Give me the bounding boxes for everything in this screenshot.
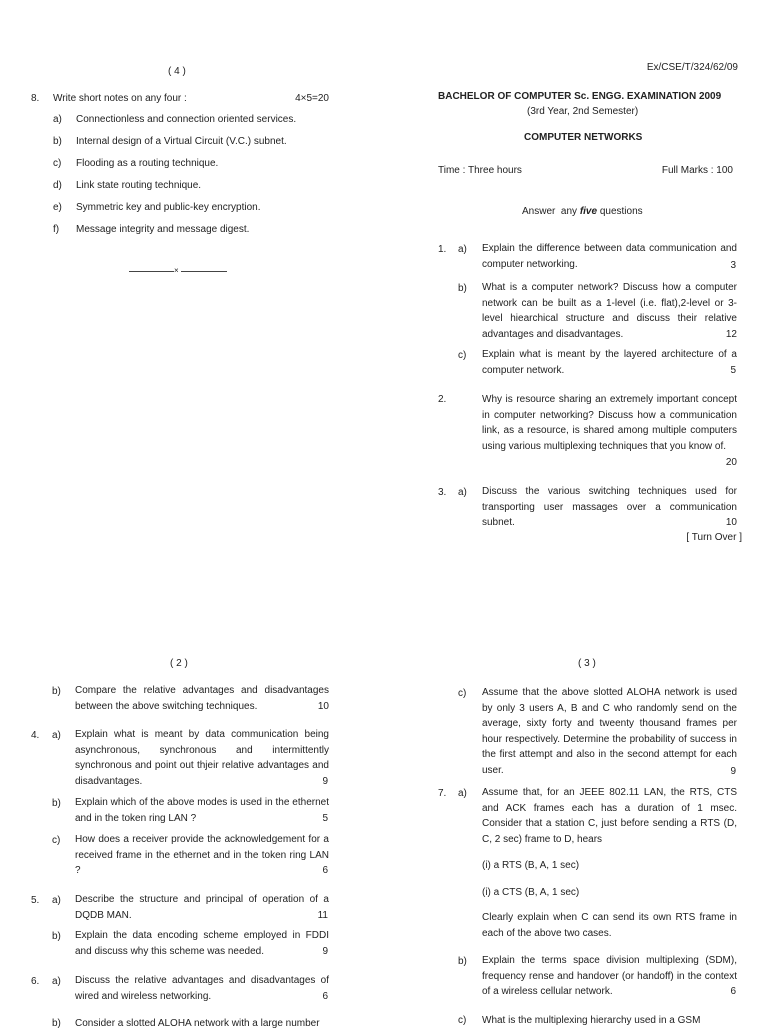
part-text: What is the multiplexing hierarchy used in a GSM bbox=[482, 1015, 701, 1026]
part-body: Explain what is meant by the layered architecture of a computer network. bbox=[482, 349, 737, 376]
question-text: Write short notes on any four : bbox=[53, 93, 187, 104]
part-label: a) bbox=[52, 976, 61, 987]
item-label: e) bbox=[53, 202, 62, 213]
part-marks: 11 bbox=[317, 910, 328, 921]
part-marks: 10 bbox=[725, 517, 737, 528]
part-marks: 6 bbox=[730, 986, 736, 997]
item-text: Internal design of a Virtual Circuit (V.C.) subnet. bbox=[76, 136, 287, 147]
part-label: c) bbox=[52, 835, 61, 846]
page-number: ( 3 ) bbox=[578, 658, 596, 669]
part-body: Explain which of the above modes is used in the ethernet and in the token ring LAN ? bbox=[75, 797, 329, 824]
question-number: 7. bbox=[438, 788, 447, 799]
sub-item: (i) a CTS (B, A, 1 sec) bbox=[482, 887, 580, 898]
part-text bbox=[482, 953, 737, 1000]
instructions bbox=[522, 205, 643, 218]
part-body: Describe the structure and principal of operation of a DQDB MAN. bbox=[75, 894, 329, 921]
part-text bbox=[482, 280, 737, 342]
part-marks: 10 bbox=[317, 701, 329, 712]
question-number: 2. bbox=[438, 394, 447, 405]
instruction-text: Answer any bbox=[522, 206, 580, 217]
instruction-emphasis: five bbox=[579, 206, 598, 217]
part-label: a) bbox=[52, 730, 61, 741]
part-text bbox=[482, 785, 737, 847]
part-marks: 5 bbox=[730, 365, 736, 376]
question-number: 4. bbox=[31, 730, 40, 741]
part-label: c) bbox=[458, 688, 467, 699]
part-text bbox=[75, 832, 329, 879]
part-body: Discuss the various switching techniques used for transporting user massages over a communication subnet. bbox=[482, 486, 737, 529]
part-marks: 5 bbox=[322, 813, 328, 824]
part-text: Consider a slotted ALOHA network with a large number bbox=[75, 1018, 320, 1029]
turn-over-note: [ Turn Over ] bbox=[686, 532, 742, 543]
question-marks: 4×5=20 bbox=[295, 93, 329, 104]
end-rule-right bbox=[181, 271, 227, 272]
question-body: Why is resource sharing an extremely important concept in computer networking? Discuss how a communication link, as a resource, is shared among multiple computers using various multiplexing techniques that you know of. bbox=[482, 394, 737, 452]
question-number: 5. bbox=[31, 895, 40, 906]
part-label: a) bbox=[458, 487, 467, 498]
item-label: c) bbox=[53, 158, 62, 169]
item-text: Flooding as a routing technique. bbox=[76, 158, 219, 169]
part-body: How does a receiver provide the acknowledgement for a received frame in the ethernet and in the token ring LAN ? bbox=[75, 834, 329, 877]
part-body: Assume that, for an JEEE 802.11 LAN, the RTS, CTS and ACK frames each has a duration of 1 msec. Consider that a station C, just before sending a RTS (D, C, 2 sec) frame to D, hears bbox=[482, 787, 737, 845]
part-text bbox=[75, 727, 329, 789]
part-marks: 3 bbox=[730, 260, 736, 271]
part-label: b) bbox=[52, 931, 61, 942]
part-body: Explain the terms space division multiplexing (SDM), frequency rense and handover (or handoff) in the context of a wireless cellular network. bbox=[482, 955, 737, 998]
part-body: Explain what is meant by data communication being asynchronous, synchronous and intermittently synchronous and point out thjeir relative advantages and disadvantages. bbox=[75, 729, 329, 787]
part-label: b) bbox=[52, 686, 61, 697]
part-marks: 9 bbox=[322, 946, 328, 957]
part-label: a) bbox=[458, 244, 467, 255]
part-marks: 6 bbox=[322, 865, 328, 876]
part-text bbox=[482, 241, 737, 272]
item-text: Symmetric key and public-key encryption. bbox=[76, 202, 261, 213]
part-text bbox=[482, 910, 737, 941]
part-label: b) bbox=[458, 956, 467, 967]
part-body: Clearly explain when C can send its own RTS frame in each of the above two cases. bbox=[482, 912, 737, 939]
page-number: ( 2 ) bbox=[170, 658, 188, 669]
question-marks: 20 bbox=[725, 457, 737, 468]
item-text: Link state routing technique. bbox=[76, 180, 202, 191]
part-body: What is a computer network? Discuss how a computer network can be built as a 1-level (i.e. flat),2-level or 3-level hiearchical structure and discuss their relative advantages and disadvantages. bbox=[482, 282, 737, 340]
item-label: d) bbox=[53, 180, 62, 191]
full-marks: Full Marks : 100 bbox=[661, 165, 733, 176]
item-label: b) bbox=[53, 136, 62, 147]
part-marks: 6 bbox=[322, 991, 328, 1002]
sub-item: (i) a RTS (B, A, 1 sec) bbox=[482, 860, 580, 871]
part-text bbox=[75, 683, 329, 714]
part-body: Discuss the relative advantages and disadvantages of wired and wireless networking. bbox=[75, 975, 329, 1002]
part-body: Explain the difference between data communication and computer networking. bbox=[482, 243, 737, 270]
exam-subtitle: (3rd Year, 2nd Semester) bbox=[527, 106, 639, 117]
part-text bbox=[482, 685, 737, 779]
subject-title: COMPUTER NETWORKS bbox=[524, 132, 643, 143]
part-label: b) bbox=[52, 798, 61, 809]
item-label: f) bbox=[53, 224, 60, 235]
time-allowed: Time : Three hours bbox=[438, 165, 522, 176]
part-label: b) bbox=[52, 1018, 61, 1029]
part-label: a) bbox=[458, 788, 467, 799]
end-mark: × bbox=[174, 266, 179, 275]
paper-code: Ex/CSE/T/324/62/09 bbox=[646, 62, 738, 73]
part-body: Assume that the above slotted ALOHA network is used by only 3 users A, B and C who randomly send on the average, sixty forty and tweenty thousand frames per hour respectively. Determine the probability of success in the first attempt and also in the second attempt for each user. bbox=[482, 687, 737, 776]
question-number: 6. bbox=[31, 976, 40, 987]
instruction-text: questions bbox=[597, 206, 643, 217]
part-marks: 9 bbox=[322, 776, 328, 787]
page-number: ( 4 ) bbox=[168, 66, 186, 77]
item-label: a) bbox=[53, 114, 62, 125]
question-text bbox=[482, 392, 737, 454]
item-text: Message integrity and message digest. bbox=[76, 224, 250, 235]
part-label: b) bbox=[458, 283, 467, 294]
part-label: c) bbox=[458, 1015, 467, 1026]
item-text: Connectionless and connection oriented services. bbox=[76, 114, 297, 125]
part-text bbox=[482, 484, 737, 531]
part-marks: 12 bbox=[725, 329, 737, 340]
exam-title: BACHELOR OF COMPUTER Sc. ENGG. EXAMINATION 2009 bbox=[438, 91, 722, 102]
part-marks: 9 bbox=[730, 766, 736, 777]
part-text bbox=[75, 973, 329, 1004]
part-text bbox=[75, 795, 329, 826]
part-label: c) bbox=[458, 350, 467, 361]
part-body: Explain the data encoding scheme employed in FDDI and discuss why this scheme was needed. bbox=[75, 930, 329, 957]
question-number: 1. bbox=[438, 244, 447, 255]
question-number: 3. bbox=[438, 487, 447, 498]
end-rule-left bbox=[129, 271, 174, 272]
part-label: a) bbox=[52, 895, 61, 906]
part-body: Compare the relative advantages and disadvantages between the above switching techniques. bbox=[75, 685, 329, 712]
part-text bbox=[75, 892, 329, 923]
question-number: 8. bbox=[31, 93, 40, 104]
part-text bbox=[482, 347, 737, 378]
part-text bbox=[75, 928, 329, 959]
